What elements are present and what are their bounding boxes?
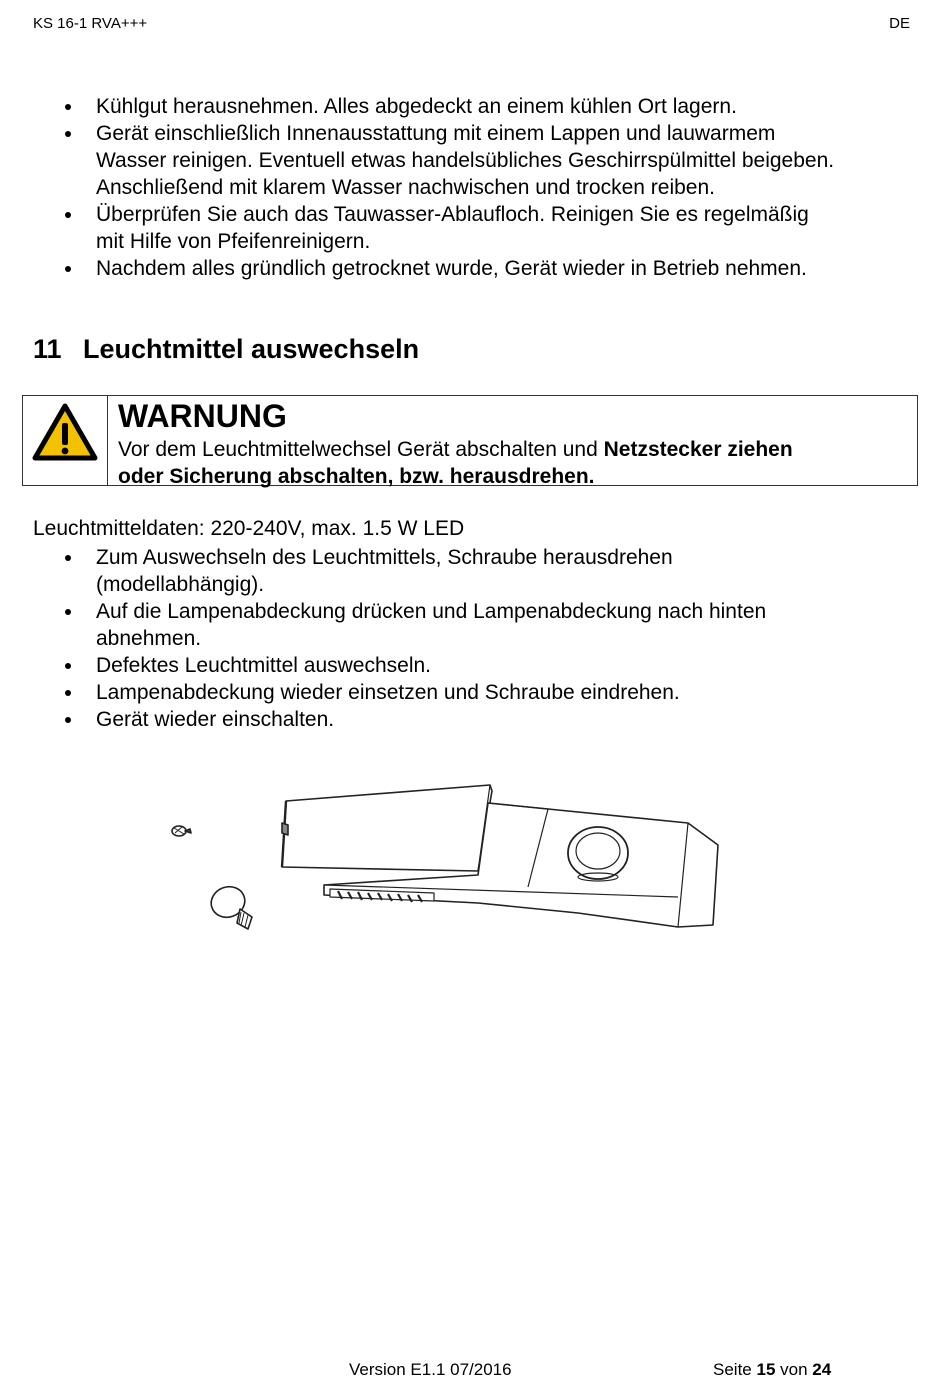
warning-text-bold: Netzstecker ziehen: [603, 438, 793, 461]
bullet-icon: [65, 131, 71, 137]
list-item-line: Wasser reinigen. Eventuell etwas handelsübliches Geschirrspülmittel beigeben.: [96, 149, 835, 172]
page-separator: von: [775, 1360, 813, 1379]
header-language: DE: [889, 15, 910, 32]
warning-icon-cell: [23, 396, 108, 485]
list-item-line: Überprüfen Sie auch das Tauwasser-Ablaufloch. Reinigen Sie es regelmäßig: [96, 203, 809, 226]
bullet-icon: [65, 104, 71, 110]
warning-triangle-icon: [23, 396, 107, 485]
list-item: [0, 544, 916, 598]
page-prefix: Seite: [713, 1360, 757, 1379]
list-item-line: abnehmen.: [96, 627, 202, 650]
warning-text-bold: oder Sicherung abschalten, bzw. herausdrehen.: [118, 465, 595, 488]
cleaning-steps-list: [0, 93, 950, 282]
list-item-line: Gerät wieder einschalten.: [96, 708, 335, 731]
footer-version: Version E1.1 07/2016: [349, 1360, 512, 1379]
section-title: Leuchtmittel auswechseln: [83, 334, 420, 364]
list-item-line: Lampenabdeckung wieder einsetzen und Schraube eindrehen.: [96, 681, 680, 704]
section-number: 11: [33, 334, 62, 364]
bullet-icon: [65, 690, 71, 696]
list-item: [0, 93, 916, 120]
list-item: [0, 598, 916, 652]
list-item-line: (modellabhängig).: [96, 573, 265, 596]
lamp-data-text: Leuchtmitteldaten: 220-240V, max. 1.5 W LED: [33, 517, 465, 540]
lamp-replacement-steps-list: [0, 544, 950, 733]
screw-icon: [172, 826, 191, 836]
warning-title: WARNUNG: [118, 398, 287, 434]
page-total: 24: [812, 1360, 832, 1379]
list-item-line: mit Hilfe von Pfeifenreinigern.: [96, 230, 371, 253]
lamp-cover-illustration: [158, 775, 734, 945]
page-current: 15: [756, 1360, 776, 1379]
list-item-line: Nachdem alles gründlich getrocknet wurde, Gerät wieder in Betrieb nehmen.: [96, 257, 807, 280]
bulb-icon: [207, 882, 252, 929]
warning-text-normal: Vor dem Leuchtmittelwechsel Gerät abschalten und: [118, 438, 604, 461]
list-item: [0, 706, 916, 733]
warning-box: [22, 395, 918, 486]
list-item: [0, 652, 916, 679]
list-item-line: Anschließend mit klarem Wasser nachwischen und trocken reiben.: [96, 176, 715, 199]
warning-text: [118, 436, 898, 490]
header-model: KS 16-1 RVA+++: [33, 15, 148, 32]
list-item: [0, 201, 916, 255]
list-item: [0, 255, 916, 282]
list-item-line: Zum Auswechseln des Leuchtmittels, Schraube herausdrehen: [96, 546, 673, 569]
bullet-icon: [65, 717, 71, 723]
list-item: [0, 120, 916, 201]
bullet-icon: [65, 555, 71, 561]
list-item-line: Kühlgut herausnehmen. Alles abgedeckt an einem kühlen Ort lagern.: [96, 95, 737, 118]
list-item-line: Auf die Lampenabdeckung drücken und Lampenabdeckung nach hinten: [96, 600, 767, 623]
list-item-line: Defektes Leuchtmittel auswechseln.: [96, 654, 432, 677]
footer-page-number: [713, 1360, 831, 1380]
bullet-icon: [65, 609, 71, 615]
bullet-icon: [65, 663, 71, 669]
list-item: [0, 679, 916, 706]
list-item-line: Gerät einschließlich Innenausstattung mit einem Lappen und lauwarmem: [96, 122, 776, 145]
section-heading: [33, 334, 419, 365]
bullet-icon: [65, 212, 71, 218]
bullet-icon: [65, 266, 71, 272]
lamp-cover-panel: [282, 785, 492, 871]
